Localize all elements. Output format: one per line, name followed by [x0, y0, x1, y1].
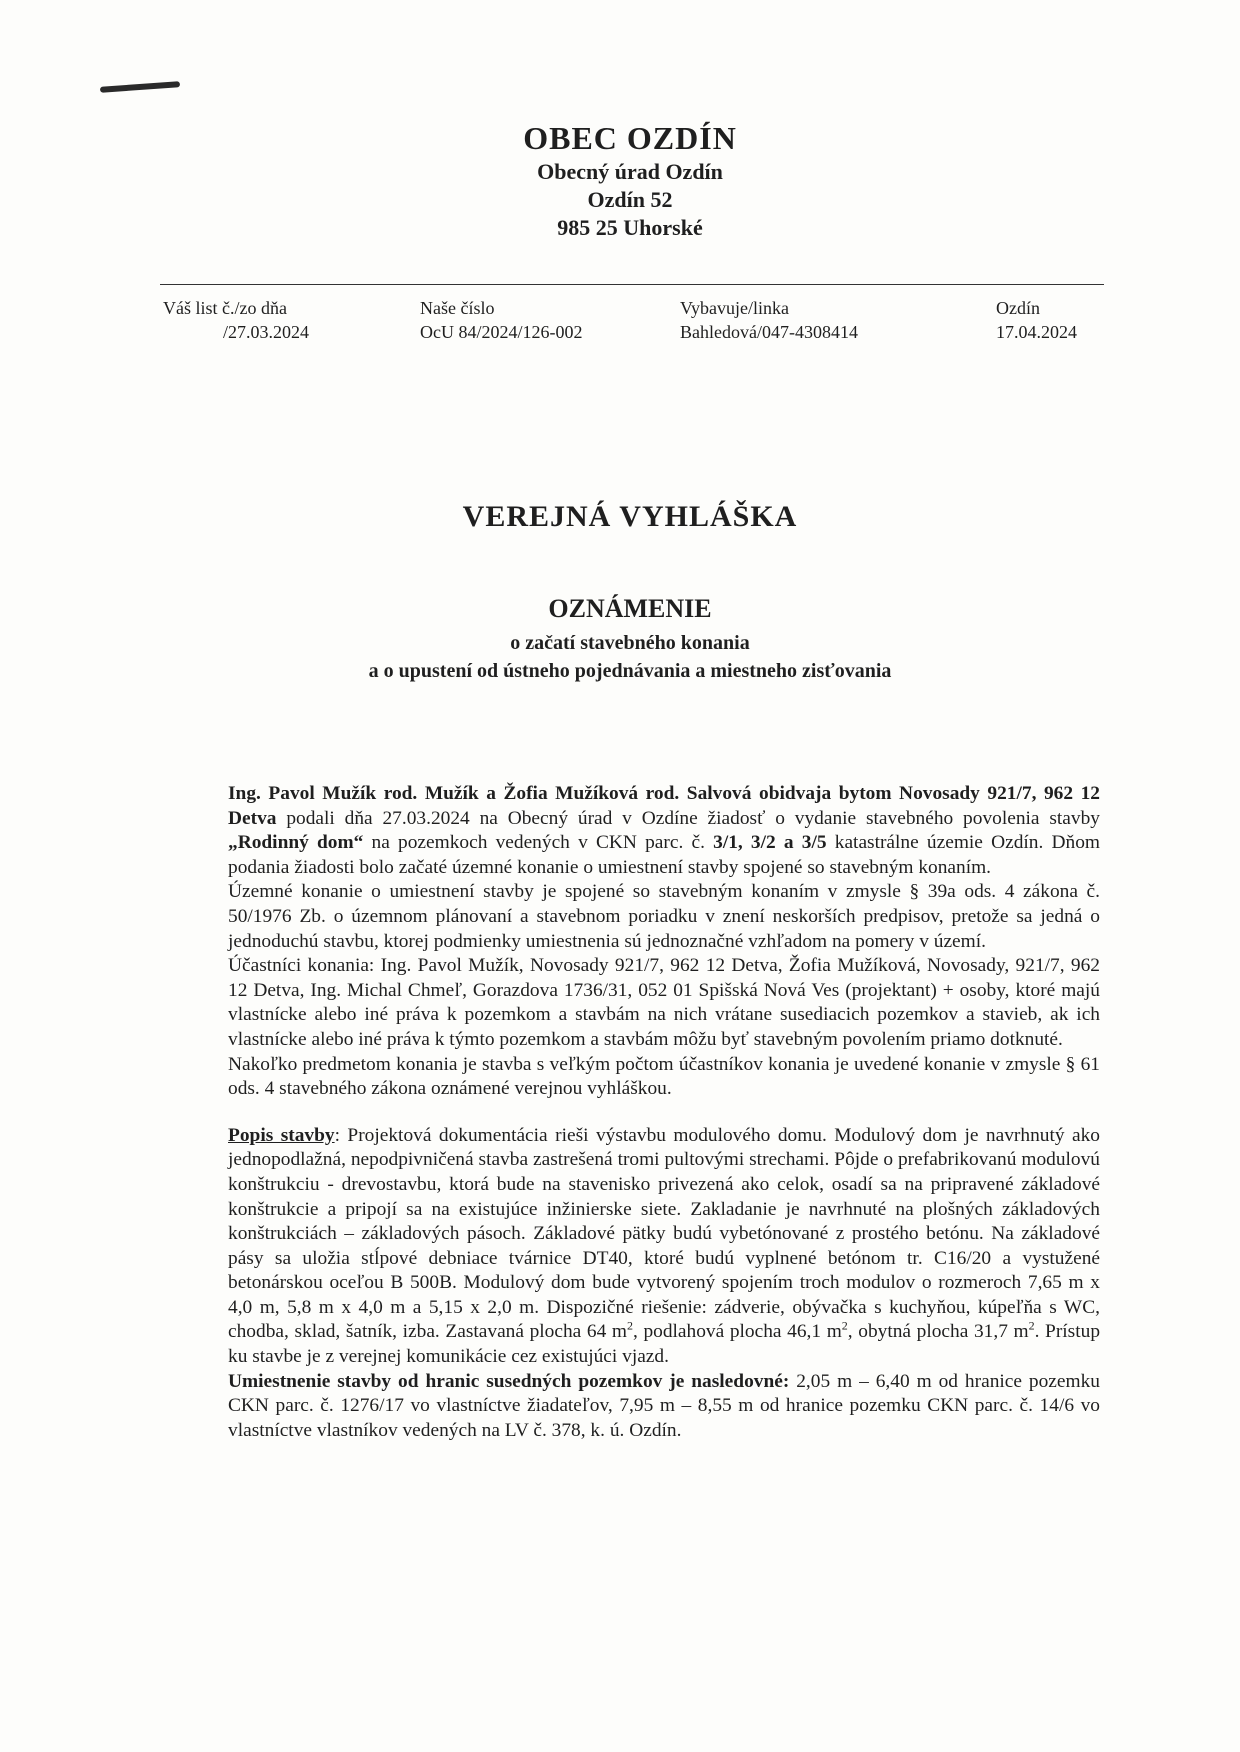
your-letter-value: /27.03.2024: [223, 322, 310, 342]
text-span: . Prístup ku stavbe je z verejnej komunikácie cez existujúci vjazd.: [228, 1321, 1101, 1368]
paragraph-legal-basis: Územné konanie o umiestnení stavby je spojené so stavebným konaním v zmysle § 39a ods. 4 zákona č. 50/1976 Zb. o územnom plánovaní a stavebnom poriadku v znení neskorších predpisov, pretože sa jedná o jednoduchú stavbu, ktorej podmienky umiestnenia sú jednoznačné vzhľadom na pomery v území.: [228, 881, 1100, 952]
text-span: , obytná plocha 31,7 m: [847, 1321, 1029, 1343]
superscript: 2: [841, 1319, 848, 1333]
paragraph-gap: [228, 1102, 1100, 1124]
paragraph-public-notice: Nakoľko predmetom konania je stavba s veľkým počtom účastníkov konania je uvedené konanie v zmysle § 61 ods. 4 stavebného zákona oznámené verejnou vyhláškou.: [228, 1053, 1100, 1100]
superscript: 2: [627, 1319, 633, 1333]
your-letter: [163, 296, 309, 344]
place-label: Ozdín: [996, 298, 1040, 318]
handled-by-value: Bahledová/047-4308414: [680, 322, 858, 342]
org-name: OBEC OZDÍN: [523, 120, 737, 156]
our-number-label: Naše číslo: [420, 298, 495, 318]
parcel-numbers: 3/1, 3/2 a 3/5: [713, 832, 827, 854]
letterhead: [160, 118, 1100, 242]
pen-mark: [100, 81, 180, 93]
notice-subtitle-2: a o upustení od ústneho pojednávania a miestneho zisťovania: [368, 660, 892, 682]
date-value: 17.04.2024: [996, 322, 1077, 342]
notice-title: OZNÁMENIE: [548, 594, 712, 623]
office-name: Obecný úrad Ozdín: [537, 159, 723, 184]
text-span: , podlahová plocha 46,1 m: [633, 1321, 842, 1343]
place-date: [996, 296, 1077, 344]
text-span: katastrálne územie Ozdín. Dňom podania žiadosti bolo začaté územné konanie o umiestnení stavby spojené so stavebným konaním.: [228, 832, 1100, 878]
our-number-value: OcU 84/2024/126-002: [420, 322, 583, 342]
your-letter-label: Váš list č./zo dňa: [163, 298, 287, 318]
applicants: Ing. Pavol Mužík rod. Mužík a Žofia Mužíková rod. Salvová obidvaja bytom Novosady 921/7, 962 12 Detva: [228, 783, 1100, 829]
document-title: VEREJNÁ VYHLÁŠKA: [462, 500, 798, 533]
paragraph-participants: Účastníci konania: Ing. Pavol Mužík, Novosady 921/7, 962 12 Detva, Žofia Mužíková, Novosady, 921/7, 962 12 Detva, Ing. Michal Chmeľ, Gorazdova 1736/31, 052 01 Spišská Nová Ves (projektant) + osoby, ktoré majú vlastnícke alebo iné práva k pozemkom a stavbám na nich vrátane susediacich pozemkov a stavieb, ak ich vlastnícke alebo iné práva k týmto pozemkom a stavbám môžu byť stavebným povolením priamo dotknuté.: [228, 955, 1100, 1050]
paragraph-description: [228, 1124, 1100, 1370]
text-span: : Projektová dokumentácia rieši výstavbu modulového domu. Modulový dom je navrhnutý ako jednopodlažná, nepodpivničená stavba zastrešená tromi pultovými strechami. Pôjde o prefabrikovanú modulovú konštrukciu - drevostavbu, ktorá bude na stavenisko privezená ako celok, osadí sa na pripravené základové konštrukcie a pripojí sa na existujúce inžinierske siete. Zakladanie je navrhnuté na plošných základových konštrukciách – základových pásoch. Základové pätky budú vybetónované z prostého betónu. Na základové pásy sa uložia stĺpové debniace tvárnice DT40, ktoré budú vyplnené betónom tr. C16/20 a vystužené betonárskou oceľou B 500B. Modulový dom bude vytvorený spojením troch modulov o rozmeroch 7,65 m x 4,0 m, 5,8 m x 4,0 m a 5,15 x 2,0 m. Dispozičné riešenie: zádverie, obývačka s kuchyňou, kúpeľňa s WC, chodba, sklad, šatník, izba. Zastavaná plocha 64 m: [228, 1124, 1100, 1343]
notice-subtitle-1: o začatí stavebného konania: [510, 632, 750, 654]
superscript: 2: [1028, 1319, 1035, 1333]
building-name: „Rodinný dom“: [228, 832, 364, 854]
placement-label: Umiestnenie stavby od hranic susedných pozemkov je nasledovné:: [228, 1370, 790, 1392]
text-span: 2,05 m – 6,40 m od hranice pozemku CKN parc. č. 1276/17 vo vlastníctve žiadateľov, 7,95 m – 8,55 m od hranice pozemku CKN parc. č. 14/6 vo vlastníctve vlastníkov vedených na LV č. 378, k. ú. Ozdín.: [228, 1370, 1100, 1441]
paragraph-application: [228, 782, 1100, 880]
text-span: na pozemkoch vedených v CKN parc. č.: [363, 832, 714, 854]
our-number: [420, 296, 582, 344]
address-line-1: Ozdín 52: [587, 187, 673, 212]
handled-by: [680, 296, 858, 344]
description-label: Popis stavby: [228, 1124, 335, 1146]
paragraph-placement: [228, 1370, 1100, 1444]
body-text: [228, 782, 1100, 1443]
text-span: podali dňa 27.03.2024 na Obecný úrad v Ozdíne žiadosť o vydanie stavebného povolenia stavby: [276, 807, 1100, 829]
header-divider: [160, 284, 1104, 285]
handled-by-label: Vybavuje/linka: [680, 298, 789, 318]
address-line-2: 985 25 Uhorské: [557, 215, 703, 240]
